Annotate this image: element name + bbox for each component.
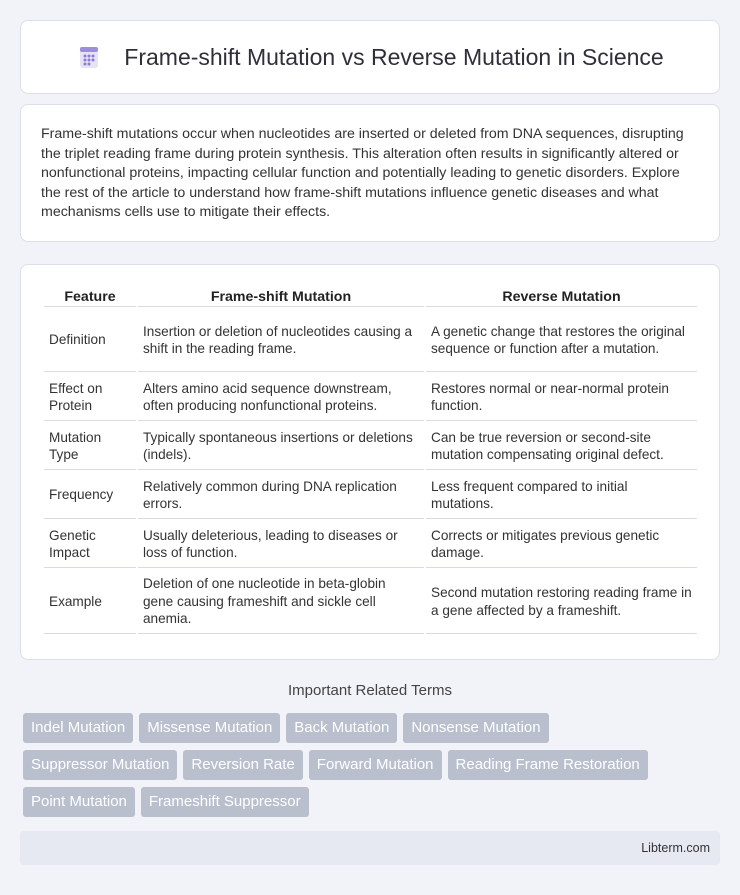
tag-row bbox=[23, 713, 723, 743]
footer bbox=[20, 831, 720, 865]
feature-cell: Definition bbox=[44, 309, 136, 372]
feature-cell: Genetic Impact bbox=[44, 521, 136, 568]
table-row bbox=[44, 309, 697, 372]
table-row bbox=[44, 423, 697, 470]
tag-point-mutation[interactable]: Point Mutation bbox=[23, 787, 135, 817]
reverse-cell: Corrects or mitigates previous genetic damage. bbox=[426, 521, 697, 568]
frameshift-cell: Typically spontaneous insertions or deletions (indels). bbox=[138, 423, 424, 470]
footer-site-link[interactable]: Libterm.com bbox=[641, 841, 710, 855]
table-row bbox=[44, 472, 697, 519]
reverse-cell: Second mutation restoring reading frame in a gene affected by a frameshift. bbox=[426, 570, 697, 634]
tag-indel-mutation[interactable]: Indel Mutation bbox=[23, 713, 133, 743]
table-row bbox=[44, 570, 697, 634]
tag-frameshift-suppressor[interactable]: Frameshift Suppressor bbox=[141, 787, 309, 817]
reverse-cell: Less frequent compared to initial mutations. bbox=[426, 472, 697, 519]
tag-suppressor-mutation[interactable]: Suppressor Mutation bbox=[23, 750, 177, 780]
frameshift-cell: Insertion or deletion of nucleotides causing a shift in the reading frame. bbox=[138, 309, 424, 372]
reverse-cell: A genetic change that restores the original sequence or function after a mutation. bbox=[426, 309, 697, 372]
related-terms-list bbox=[23, 713, 723, 824]
frameshift-cell: Deletion of one nucleotide in beta-globin gene causing frameshift and sickle cell anemia. bbox=[138, 570, 424, 634]
intro-card bbox=[20, 104, 720, 242]
table-row bbox=[44, 521, 697, 568]
related-terms-title: Important Related Terms bbox=[288, 682, 452, 699]
header-feature: Feature bbox=[44, 287, 136, 307]
page-title: Frame-shift Mutation vs Reverse Mutation in Science bbox=[124, 43, 664, 70]
comparison-table-card bbox=[20, 264, 720, 660]
table-header-row bbox=[44, 287, 697, 307]
tag-row bbox=[23, 750, 723, 780]
document-icon bbox=[76, 44, 102, 70]
frameshift-cell: Alters amino acid sequence downstream, often producing nonfunctional proteins. bbox=[138, 374, 424, 421]
feature-cell: Frequency bbox=[44, 472, 136, 519]
comparison-table bbox=[42, 285, 699, 636]
frameshift-cell: Relatively common during DNA replication errors. bbox=[138, 472, 424, 519]
intro-paragraph: Frame-shift mutations occur when nucleotides are inserted or deleted from DNA sequences, disrupting the triplet reading frame during protein synthesis. This alteration often results in significantly altered or nonfunctional proteins, impacting cellular function and potentially leading to genetic disorders. Explore the rest of the article to understand how frame-shift mutations influence genetic diseases and what mechanisms cells use to mitigate their effects. bbox=[41, 126, 684, 221]
header-reverse: Reverse Mutation bbox=[426, 287, 697, 307]
tag-nonsense-mutation[interactable]: Nonsense Mutation bbox=[403, 713, 548, 743]
feature-cell: Effect on Protein bbox=[44, 374, 136, 421]
tag-back-mutation[interactable]: Back Mutation bbox=[286, 713, 397, 743]
header-frameshift: Frame-shift Mutation bbox=[138, 287, 424, 307]
frameshift-cell: Usually deleterious, leading to diseases or loss of function. bbox=[138, 521, 424, 568]
title-card bbox=[20, 20, 720, 94]
feature-cell: Mutation Type bbox=[44, 423, 136, 470]
reverse-cell: Can be true reversion or second-site mutation compensating original defect. bbox=[426, 423, 697, 470]
tag-missense-mutation[interactable]: Missense Mutation bbox=[139, 713, 280, 743]
tag-reading-frame-restoration[interactable]: Reading Frame Restoration bbox=[448, 750, 648, 780]
feature-cell: Example bbox=[44, 570, 136, 634]
tag-forward-mutation[interactable]: Forward Mutation bbox=[309, 750, 442, 780]
reverse-cell: Restores normal or near-normal protein function. bbox=[426, 374, 697, 421]
table-row bbox=[44, 374, 697, 421]
tag-row bbox=[23, 787, 723, 817]
tag-reversion-rate[interactable]: Reversion Rate bbox=[183, 750, 302, 780]
